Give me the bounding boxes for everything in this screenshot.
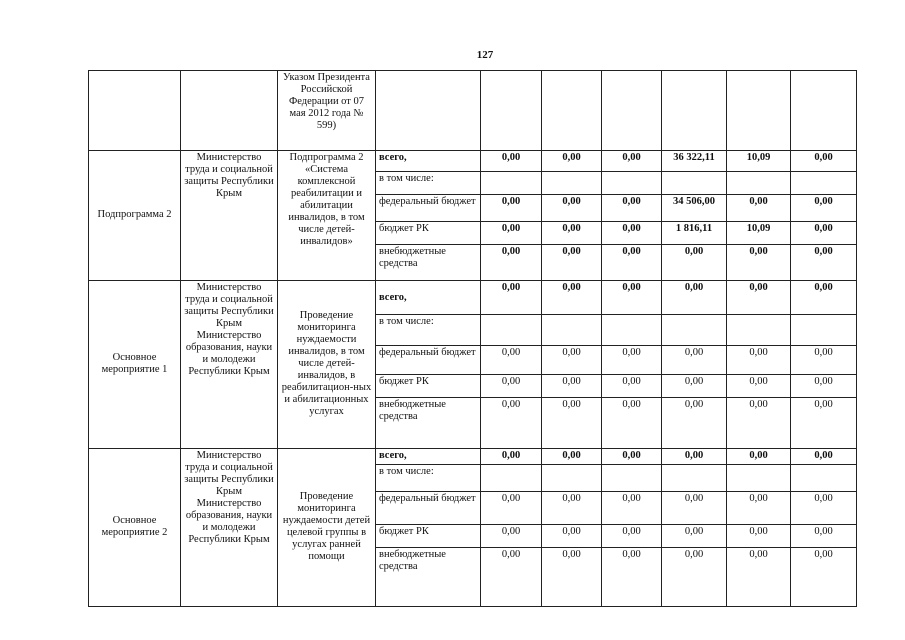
amount-cell: 0,00 <box>727 194 791 222</box>
amount-cell: 0,00 <box>542 547 602 606</box>
amount-cell: 0,00 <box>481 491 542 525</box>
amount-cell <box>662 172 727 194</box>
amount-cell: 0,00 <box>791 448 857 464</box>
amount-cell: 0,00 <box>791 222 857 244</box>
table-row <box>89 150 857 171</box>
amount-cell: 0,00 <box>602 525 662 547</box>
amount-cell: 0,00 <box>662 375 727 397</box>
amount-cell: 0,00 <box>602 397 662 448</box>
amount-cell: 0,00 <box>791 375 857 397</box>
amount-cell: 0,00 <box>542 448 602 464</box>
amount-cell: 0,00 <box>727 281 791 315</box>
funding-source-label: в том числе: <box>376 465 481 492</box>
amount-cell: 0,00 <box>727 375 791 397</box>
amount-cell: 0,00 <box>542 194 602 222</box>
amount-cell: 0,00 <box>791 491 857 525</box>
amount-cell <box>481 465 542 492</box>
amount-cell: 10,09 <box>727 222 791 244</box>
amount-cell: 0,00 <box>662 547 727 606</box>
amount-cell: 0,00 <box>542 397 602 448</box>
amount-cell: 0,00 <box>602 491 662 525</box>
amount-cell: 0,00 <box>602 222 662 244</box>
amount-cell <box>791 172 857 194</box>
amount-cell: 1 816,11 <box>662 222 727 244</box>
amount-cell: 0,00 <box>791 345 857 375</box>
amount-cell: 36 322,11 <box>662 150 727 171</box>
amount-cell: 0,00 <box>602 345 662 375</box>
amount-cell <box>791 465 857 492</box>
amount-cell: 0,00 <box>662 448 727 464</box>
amount-cell: 0,00 <box>727 525 791 547</box>
amount-cell: 0,00 <box>602 281 662 315</box>
amount-cell: 0,00 <box>481 345 542 375</box>
funding-source-label: всего, <box>376 448 481 464</box>
amount-cell: 0,00 <box>791 150 857 171</box>
amount-cell: 0,00 <box>791 244 857 281</box>
description-cell: Проведение мониторинга нуждаемости детей целевой группы в услугах ранней помощи <box>278 448 376 606</box>
amount-cell: 0,00 <box>791 281 857 315</box>
amount-cell: 0,00 <box>481 375 542 397</box>
amount-cell <box>602 465 662 492</box>
amount-cell <box>542 314 602 345</box>
legal-reference-cell: Указом Президента Российской Федерации от 07 мая 2012 года № 599) <box>278 71 376 151</box>
amount-cell <box>481 314 542 345</box>
amount-cell: 0,00 <box>481 547 542 606</box>
amount-cell: 0,00 <box>481 281 542 315</box>
amount-cell: 0,00 <box>662 281 727 315</box>
amount-cell: 0,00 <box>727 345 791 375</box>
amount-cell: 0,00 <box>542 281 602 315</box>
amount-cell <box>481 172 542 194</box>
amount-cell <box>727 314 791 345</box>
amount-cell: 0,00 <box>662 491 727 525</box>
funding-source-label: внебюджетные средства <box>376 244 481 281</box>
amount-cell: 0,00 <box>791 194 857 222</box>
amount-cell: 0,00 <box>727 448 791 464</box>
executor-cell: Министерство труда и социальной защиты Республики Крым <box>181 150 278 281</box>
amount-cell: 0,00 <box>481 244 542 281</box>
amount-cell: 0,00 <box>791 397 857 448</box>
funding-source-label: бюджет РК <box>376 525 481 547</box>
amount-cell: 0,00 <box>602 448 662 464</box>
amount-cell <box>727 465 791 492</box>
amount-cell: 0,00 <box>727 397 791 448</box>
amount-cell: 0,00 <box>727 491 791 525</box>
amount-cell: 0,00 <box>662 397 727 448</box>
amount-cell: 0,00 <box>481 222 542 244</box>
funding-source-label: бюджет РК <box>376 222 481 244</box>
funding-source-label: внебюджетные средства <box>376 547 481 606</box>
amount-cell: 0,00 <box>542 150 602 171</box>
funding-source-label: в том числе: <box>376 172 481 194</box>
amount-cell <box>727 172 791 194</box>
amount-cell: 0,00 <box>481 525 542 547</box>
amount-cell: 34 506,00 <box>662 194 727 222</box>
amount-cell: 0,00 <box>791 525 857 547</box>
amount-cell: 0,00 <box>542 244 602 281</box>
amount-cell <box>662 465 727 492</box>
program-name-cell: Подпрограмма 2 <box>89 150 181 281</box>
amount-cell: 0,00 <box>791 547 857 606</box>
header-continuation-row <box>89 71 857 151</box>
amount-cell: 0,00 <box>662 525 727 547</box>
amount-cell: 0,00 <box>662 244 727 281</box>
amount-cell: 0,00 <box>481 448 542 464</box>
funding-source-label: внебюджетные средства <box>376 397 481 448</box>
table-row <box>89 281 857 315</box>
executor-cell: Министерство труда и социальной защиты Республики Крым Министерство образования, науки и молодежи Республики Крым <box>181 448 278 606</box>
funding-source-label: бюджет РК <box>376 375 481 397</box>
amount-cell: 0,00 <box>542 345 602 375</box>
description-cell: Подпрограмма 2 «Система комплексной реабилитации и абилитации инвалидов, в том числе детей-инвалидов» <box>278 150 376 281</box>
amount-cell: 0,00 <box>542 491 602 525</box>
amount-cell: 0,00 <box>727 244 791 281</box>
amount-cell <box>542 172 602 194</box>
funding-source-label: всего, <box>376 281 481 315</box>
funding-source-label: в том числе: <box>376 314 481 345</box>
amount-cell <box>602 314 662 345</box>
amount-cell: 10,09 <box>727 150 791 171</box>
program-name-cell: Основное мероприятие 2 <box>89 448 181 606</box>
executor-cell: Министерство труда и социальной защиты Республики Крым Министерство образования, науки и молодежи Республики Крым <box>181 281 278 448</box>
funding-source-label: всего, <box>376 150 481 171</box>
table-row <box>89 448 857 464</box>
amount-cell <box>791 314 857 345</box>
amount-cell: 0,00 <box>602 194 662 222</box>
amount-cell: 0,00 <box>542 375 602 397</box>
amount-cell: 0,00 <box>602 150 662 171</box>
amount-cell: 0,00 <box>481 397 542 448</box>
funding-source-label: федеральный бюджет <box>376 194 481 222</box>
amount-cell: 0,00 <box>481 150 542 171</box>
amount-cell: 0,00 <box>602 244 662 281</box>
description-cell: Проведение мониторинга нуждаемости инвалидов, в том числе детей-инвалидов, в реабилитацион-ных и абилитационных услугах <box>278 281 376 448</box>
funding-source-label: федеральный бюджет <box>376 491 481 525</box>
amount-cell: 0,00 <box>662 345 727 375</box>
amount-cell: 0,00 <box>542 525 602 547</box>
amount-cell <box>602 172 662 194</box>
amount-cell <box>662 314 727 345</box>
amount-cell <box>542 465 602 492</box>
budget-table <box>88 70 857 607</box>
amount-cell: 0,00 <box>602 547 662 606</box>
amount-cell: 0,00 <box>602 375 662 397</box>
program-name-cell: Основное мероприятие 1 <box>89 281 181 448</box>
amount-cell: 0,00 <box>542 222 602 244</box>
amount-cell: 0,00 <box>727 547 791 606</box>
page-number: 127 <box>476 49 494 61</box>
funding-source-label: федеральный бюджет <box>376 345 481 375</box>
amount-cell: 0,00 <box>481 194 542 222</box>
